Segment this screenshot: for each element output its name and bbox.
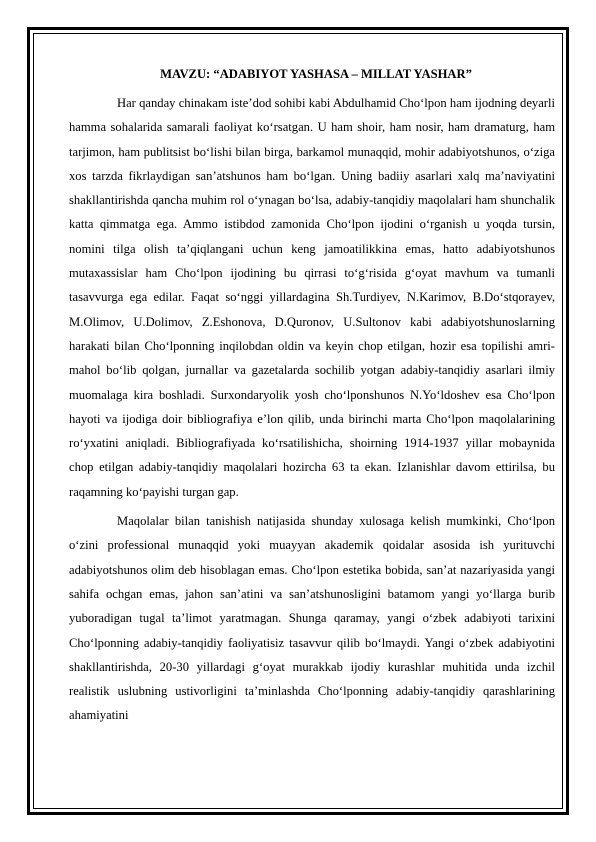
paragraph-2: Maqolalar bilan tanishish natijasida shunday xulosaga kelish mumkinki, Cho‘lpon o‘zini professional munaqqid yoki muayyan akademik qoidalar asosida ish yurituvchi adabiyotshunos olim deb hisoblagan emas. Cho‘lpon estetika bobida, san’at nazariyasida yangi sahifa ochgan emas, jahon san’atini va san’atshunosligini batamom yangi yo‘llarga burib yuboradigan tugal ta’limot yaratmagan. Shunga qaramay, yangi o‘zbek adabiyoti tarixini Cho‘lponning adabiy-tanqidiy faoliyatisiz tasavvur qilib bo‘lmaydi. Yangi o‘zbek adabiyotini shakllantirishda, 20-30 yillardagi g‘oyat murakkab ijodiy kurashlar muhitida unda izchil realistik uslubning ustivorligini ta’minlashda Cho‘lponning adabiy-tanqidiy qarashlarining ahamiyatini	[69, 514, 555, 723]
paragraph-1: Har qanday chinakam iste’dod sohibi kabi Abdulhamid Cho‘lpon ham ijodning deyarli hamma sohalarida samarali faoliyat ko‘rsatgan. U ham shoir, ham nosir, ham dramaturg, ham tarjimon, ham publitsist bo‘lishi bilan birga, barkamol munaqqid, mohir adabiyotshunos, o‘ziga xos tarzda fikrlaydigan san’atshunos ham bo‘lgan. Uning badiiy asarlari xalq ma’naviyatini shakllantirishda qancha muhim rol o‘ynagan bo‘lsa, adabiy-tanqidiy maqolalari ham shunchalik katta qimmatga ega. Ammo istibdod zamonida Cho‘lpon ijodini o‘rganish u yoqda tursin, nomini tilga olish ta’qiqlangani uchun keng jamoatilikkina emas, hatto adabiyotshunos mutaxassislar ham Cho‘lpon ijodining bu qirrasi to‘g‘risida g‘oyat mavhum va tumanli tasavvurga ega edilar. Faqat so‘nggi yillardagina Sh.Turdiyev, N.Karimov, B.Do‘stqorayev, M.Olimov, U.Dolimov, Z.Eshonova, D.Quronov, U.Sultonov kabi adabiyotshunoslarning harakati bilan Cho‘lponning inqilobdan oldin va keyin chop etilgan, hozir esa topilishi amri-mahol bo‘lib qolgan, jurnallar va gazetalarda sochilib yotgan adabiy-tanqidiy asarlari ilmiy muomalaga kira boshladi. Surxondaryolik yosh cho‘lponshunos N.Yo‘ldoshev esa Cho‘lpon hayoti va ijodiga doir bibliografiya e’lon qilib, unda birinchi marta Cho‘lpon maqolalarining ro‘yxatini aniqladi. Bibliografiyada ko‘rsatilishicha, shoirning 1914-1937 yillar mobaynida chop etilgan adabiy-tanqidiy maqolalari hozircha 63 ta ekan. Izlanishlar davom ettirilsa, bu raqamning ko‘payishi turgan gap.	[69, 96, 555, 499]
document-title: MAVZU: “ADABIYOT YASHASA – MILLAT YASHAR”	[160, 67, 472, 81]
document-body	[69, 62, 555, 733]
